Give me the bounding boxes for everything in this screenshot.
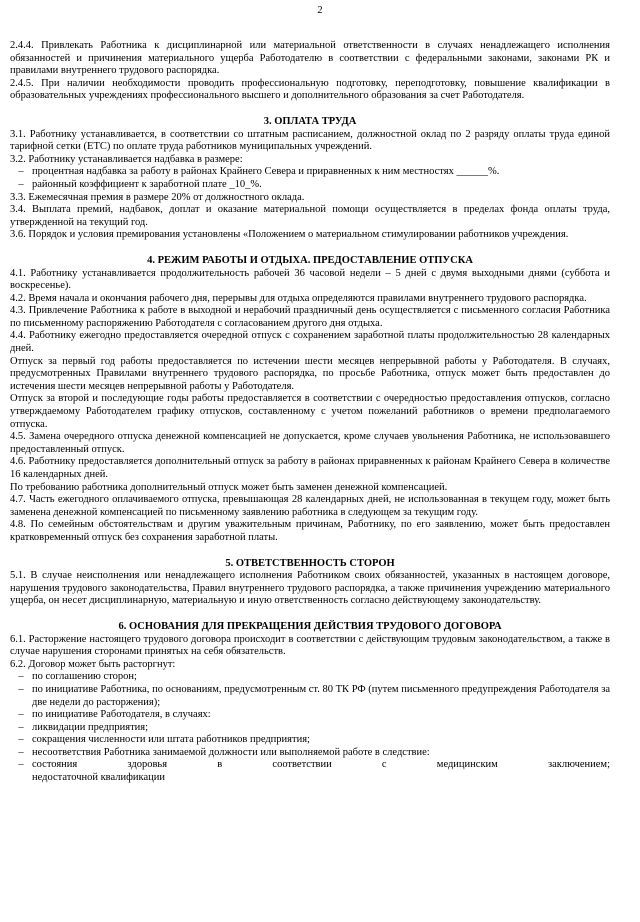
list-item-text: несоответствия Работника занимаемой должности или выполняемой работе в следствие: bbox=[32, 746, 430, 758]
clause-4-7: 4.7. Часть ежегодного оплачиваемого отпуска, превышающая 28 календарных дней, не использованная в текущем году, может быть заменена денежной компенсацией по письменному заявлению работника в следующем за текущим году. bbox=[10, 494, 610, 518]
clause-5-1: 5.1. В случае неисполнения или ненадлежащего исполнения Работником своих обязанностей, указанных в настоящем договоре, нарушения трудового законодательства, Правил внутреннего трудового распорядка, а также причинения учреждению материального ущерба, он несет дисциплинарную, материальную и иную ответственность согласно действующему законодательству. bbox=[10, 570, 610, 607]
paragraph-second-year-leave: Отпуск за второй и последующие годы работы предоставляется в соответствии с очередностью предоставления отпусков, согласно утверждаемому Работодателем графику отпусков, составленному с учетом пожеланий работников о времени предполагаемого отпуска. bbox=[10, 393, 610, 430]
clause-4-5: 4.5. Замена очередного отпуска денежной компенсацией не допускается, кроме случаев увольнения Работника, не использовавшего предоставленный отпуск. bbox=[10, 431, 610, 455]
list-item-continuation bbox=[10, 772, 610, 785]
clause-4-4: 4.4. Работнику ежегодно предоставляется очередной отпуск с сохранением заработной платы продолжительностью 28 календарных дней. bbox=[10, 330, 610, 355]
list-item-text: по инициативе Работника, по основаниям, предусмотренным ст. 80 ТК РФ (путем письменного предупреждения Работодателя за две недели до расторжения); bbox=[32, 683, 610, 708]
clause-4-1: 4.1. Работнику устанавливается продолжительность рабочей 36 часовой недели – 5 дней с двумя выходными днями (суббота и воскресенье). bbox=[10, 267, 610, 292]
list-item-text: процентная надбавка за работу в районах Крайнего Севера и приравненных к ним местностях ______%. bbox=[32, 166, 500, 178]
clause-2-4-4: 2.4.4. Привлекать Работника к дисциплинарной или материальной ответственности в случаях ненадлежащего исполнения обязанностей и причинения материального ущерба Работодателю в соответствии с федеральными законами, законами РК и правилами внутреннего трудового распорядка. bbox=[10, 40, 610, 77]
list-item-text: районный коэффициент к заработной плате _10_%. bbox=[32, 178, 262, 190]
clause-3-4: 3.4. Выплата премий, надбавок, доплат и оказание материальной помощи осуществляется в пределах фонда оплаты труда, утвержденной на текущий год. bbox=[10, 204, 610, 228]
bullet-dash: – bbox=[18, 671, 24, 683]
list-item bbox=[10, 709, 610, 722]
section-4-heading: 4. РЕЖИМ РАБОТЫ И ОТДЫХА. ПРЕДОСТАВЛЕНИЕ ОТПУСКА bbox=[147, 254, 473, 266]
clause-6-2: 6.2. Договор может быть расторгнут: bbox=[10, 658, 176, 670]
clause-6-1: 6.1. Расторжение настоящего трудового договора происходит в соответствии с действующим трудовым законодательством, а также в случае нарушения сторонами принятых на себя обязательств. bbox=[10, 633, 610, 658]
list-item-text: сокращения численности или штата работников предприятия; bbox=[32, 734, 310, 746]
clause-4-3: 4.3. Привлечение Работника к работе в выходной и нерабочий праздничный день осуществляется с письменного согласия Работника по письменному распоряжению Работодателя с согласованием другого дня отдыха. bbox=[10, 305, 610, 329]
bullet-dash: – bbox=[18, 746, 24, 758]
clause-3-1: 3.1. Работнику устанавливается, в соответствии со штатным расписанием, должностной оклад по 2 разряду оплаты труда единой тарифной сетки (ЕТС) по оплате труда работников муниципальных учреждений. bbox=[10, 128, 610, 153]
bullet-dash: – bbox=[18, 178, 24, 190]
list-item bbox=[10, 671, 610, 684]
section-5-heading: 5. ОТВЕТСТВЕННОСТЬ СТОРОН bbox=[225, 557, 395, 569]
bullet-dash: – bbox=[18, 734, 24, 746]
list-item bbox=[10, 179, 610, 192]
clause-3-2: 3.2. Работнику устанавливается надбавка в размере: bbox=[10, 153, 243, 165]
bullet-dash: – bbox=[18, 721, 24, 733]
paragraph-first-year-leave: Отпуск за первый год работы предоставляется по истечении шести месяцев непрерывной работы у Работодателя. В случаях, предусмотренных Правилами внутреннего трудового распорядка, по просьбе Работника, отпуск может быть предоставлен до истечения шести месяцев непрерывной работы у Работодателя. bbox=[10, 355, 610, 392]
clause-4-2: 4.2. Время начала и окончания рабочего дня, перерывы для отдыха определяются правилами внутреннего трудового распорядка. bbox=[10, 292, 587, 304]
bullet-dash: – bbox=[18, 709, 24, 721]
list-item bbox=[10, 166, 610, 179]
list-item bbox=[10, 759, 610, 772]
document-body bbox=[10, 40, 610, 785]
list-item-text: недостаточной квалификации bbox=[32, 772, 165, 784]
clause-3-3: 3.3. Ежемесячная премия в размере 20% от должностного оклада. bbox=[10, 191, 305, 203]
list-item-text: ликвидации предприятия; bbox=[32, 721, 149, 733]
bullet-dash: – bbox=[18, 683, 24, 695]
list-item-text: состояния здоровья в соответствии с медицинским заключением; bbox=[32, 759, 610, 771]
list-item-text: по соглашению сторон; bbox=[32, 671, 137, 683]
clause-3-6: 3.6. Порядок и условия премирования установлены «Положением о материальном стимулировании работников учреждения. bbox=[10, 229, 569, 241]
list-item bbox=[10, 722, 610, 735]
section-3-heading: 3. ОПЛАТА ТРУДА bbox=[263, 115, 357, 127]
list-item bbox=[10, 747, 610, 760]
paragraph-leave-compensation: По требованию работника дополнительный отпуск может быть заменен денежной компенсацией. bbox=[10, 481, 448, 493]
page-number: 2 bbox=[317, 5, 323, 16]
bullet-dash: – bbox=[18, 166, 24, 178]
list-item-text: по инициативе Работодателя, в случаях: bbox=[32, 709, 211, 721]
section-6-heading: 6. ОСНОВАНИЯ ДЛЯ ПРЕКРАЩЕНИЯ ДЕЙСТВИЯ ТРУДОВОГО ДОГОВОРА bbox=[118, 620, 502, 632]
list-item bbox=[10, 734, 610, 747]
clause-4-8: 4.8. По семейным обстоятельствам и другим уважительным причинам, Работнику, по его заявлению, может быть предоставлен кратковременный отпуск без сохранения заработной платы. bbox=[10, 519, 610, 543]
list-item bbox=[10, 684, 610, 709]
clause-4-6: 4.6. Работнику предоставляется дополнительный отпуск за работу в районах приравненных к районам Крайнего Севера в количестве 16 календарных дней. bbox=[10, 456, 610, 480]
bullet-dash: – bbox=[18, 759, 24, 771]
clause-2-4-5: 2.4.5. При наличии необходимости проводить профессиональную подготовку, переподготовку, повышение квалификации в образовательных учреждениях профессионального высшего и дополнительного образования за счет Работодателя. bbox=[10, 77, 610, 102]
